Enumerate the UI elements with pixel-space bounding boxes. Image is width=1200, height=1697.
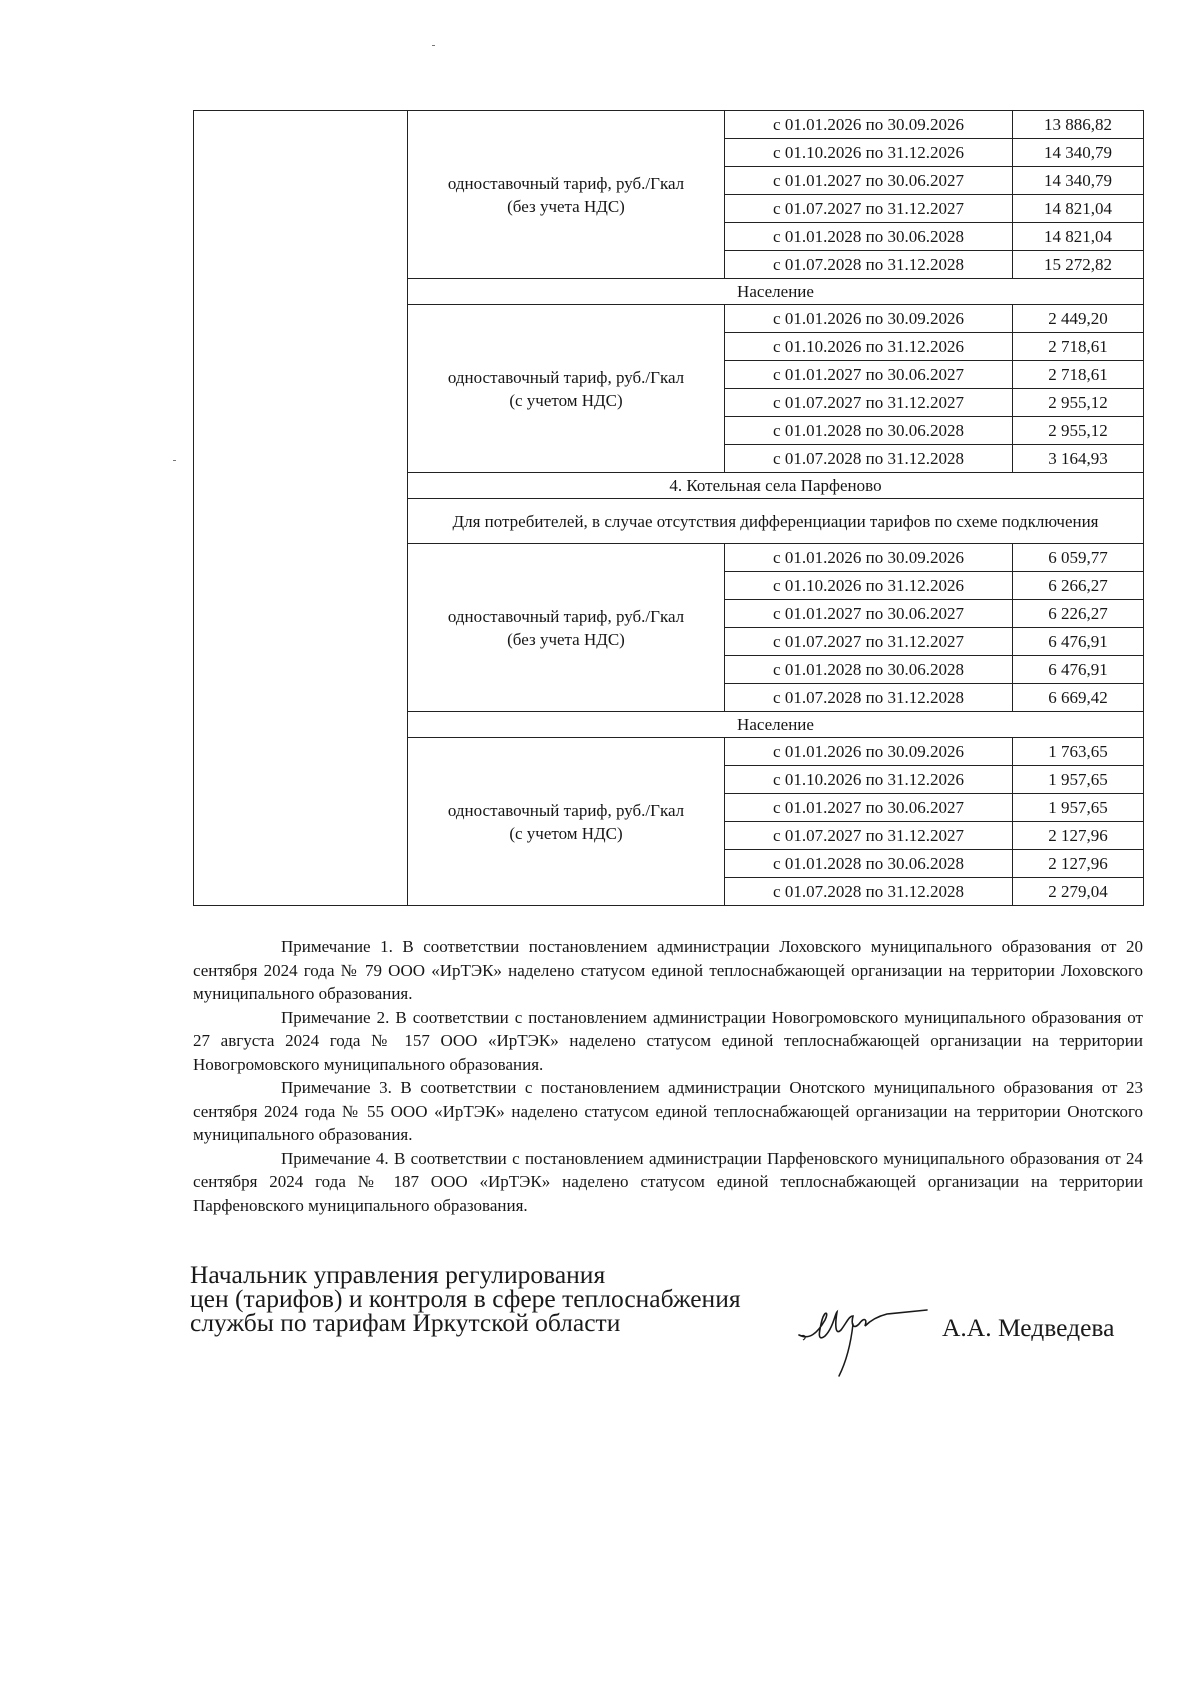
tariff-value-cell: 2 449,20 [1013,305,1144,333]
period-cell: с 01.01.2026 по 30.09.2026 [725,305,1013,333]
scan-speck [432,45,435,46]
tariff-value-cell: 13 886,82 [1013,111,1144,139]
period-cell: с 01.01.2027 по 30.06.2027 [725,361,1013,389]
tariff-name-cell [408,738,725,906]
period-cell: с 01.07.2027 по 31.12.2027 [725,628,1013,656]
section-header: Население [408,279,1144,305]
period-cell: с 01.01.2028 по 30.06.2028 [725,656,1013,684]
section-header: Население [408,712,1144,738]
period-cell: с 01.10.2026 по 31.12.2026 [725,139,1013,167]
note-2: Примечание 2. В соответствии с постановлением администрации Новогромовского муниципального образования от 27 августа 2024 года № 157 ООО «ИрТЭК» наделено статусом единой теплоснабжающей организации на территории Новогромовского муниципального образования. [193,1007,1143,1074]
tariff-name-line-1: одноставочный тариф, руб./Гкал [447,173,685,193]
section-header: 4. Котельная села Парфеново [408,473,1144,499]
period-cell: с 01.07.2028 по 31.12.2028 [725,445,1013,473]
tariff-name-cell [408,111,725,279]
tariff-name-line-2: (без учета НДС) [507,196,625,216]
period-cell: с 01.01.2028 по 30.06.2028 [725,223,1013,251]
period-cell: с 01.01.2026 по 30.09.2026 [725,544,1013,572]
period-cell: с 01.01.2028 по 30.06.2028 [725,850,1013,878]
period-cell: с 01.10.2026 по 31.12.2026 [725,333,1013,361]
period-cell: с 01.01.2026 по 30.09.2026 [725,111,1013,139]
period-cell: с 01.07.2027 по 31.12.2027 [725,195,1013,223]
tariff-value-cell: 3 164,93 [1013,445,1144,473]
tariff-value-cell: 2 955,12 [1013,417,1144,445]
period-cell: с 01.07.2027 по 31.12.2027 [725,822,1013,850]
tariff-name-line-2: (без учета НДС) [507,629,625,649]
period-cell: с 01.07.2028 по 31.12.2028 [725,878,1013,906]
tariff-name-line-2: (с учетом НДС) [509,390,623,410]
period-cell: с 01.07.2028 по 31.12.2028 [725,684,1013,712]
tariff-value-cell: 6 669,42 [1013,684,1144,712]
tariff-value-cell: 6 226,27 [1013,600,1144,628]
note-3: Примечание 3. В соответствии с постановлением администрации Онотского муниципального образования от 23 сентября 2024 года № 55 ООО «ИрТЭК» наделено статусом единой теплоснабжающей организации на территории Онотского муниципального образования. [193,1078,1143,1144]
tariff-value-cell: 2 279,04 [1013,878,1144,906]
tariff-name-line-1: одноставочный тариф, руб./Гкал [447,800,685,820]
tariff-value-cell: 1 763,65 [1013,738,1144,766]
tariff-value-cell: 15 272,82 [1013,251,1144,279]
scan-speck [173,460,176,461]
tariff-value-cell: 6 476,91 [1013,656,1144,684]
tariff-value-cell: 1 957,65 [1013,766,1144,794]
tariff-table-body [194,111,1144,906]
tariff-table [193,110,1144,906]
tariff-value-cell: 2 718,61 [1013,361,1144,389]
period-cell: с 01.01.2027 по 30.06.2027 [725,167,1013,195]
tariff-value-cell: 2 127,96 [1013,822,1144,850]
period-cell: с 01.01.2027 по 30.06.2027 [725,794,1013,822]
tariff-value-cell: 14 340,79 [1013,167,1144,195]
period-cell: с 01.01.2027 по 30.06.2027 [725,600,1013,628]
signatory-title [190,1260,741,1337]
note-1: Примечание 1. В соответствии постановлением администрации Лоховского муниципального образования от 20 сентября 2024 года № 79 ООО «ИрТЭК» наделено статусом единой теплоснабжающей организации на территории Лоховского муниципального образования. [193,937,1143,1003]
tariff-value-cell: 6 476,91 [1013,628,1144,656]
tariff-name-line-1: одноставочный тариф, руб./Гкал [447,606,685,626]
tariff-value-cell: 14 821,04 [1013,195,1144,223]
tariff-name-cell [408,544,725,712]
tariff-value-cell: 14 821,04 [1013,223,1144,251]
period-cell: с 01.10.2026 по 31.12.2026 [725,572,1013,600]
signatory-title-line-3: службы по тарифам Иркутской области [190,1308,621,1337]
table-row [194,111,1144,139]
tariff-value-cell: 6 266,27 [1013,572,1144,600]
tariff-value-cell: 14 340,79 [1013,139,1144,167]
period-cell: с 01.01.2028 по 30.06.2028 [725,417,1013,445]
tariff-name-line-1: одноставочный тариф, руб./Гкал [447,367,685,387]
signatory-title-line-1: Начальник управления регулирования [190,1260,606,1289]
tariff-value-cell: 2 955,12 [1013,389,1144,417]
note-4: Примечание 4. В соответствии с постановлением администрации Парфеновского муниципального образования от 24 сентября 2024 года № 187 ООО «ИрТЭК» наделено статусом единой теплоснабжающей организации на территории Парфеновского муниципального образования. [193,1148,1143,1215]
notes-section [193,935,1143,1217]
period-cell: с 01.10.2026 по 31.12.2026 [725,766,1013,794]
tariff-value-cell: 1 957,65 [1013,794,1144,822]
tariff-value-cell: 2 718,61 [1013,333,1144,361]
empty-first-column [194,111,408,906]
signatory-name: А.А. Медведева [942,1313,1115,1342]
tariff-value-cell: 6 059,77 [1013,544,1144,572]
period-cell: с 01.01.2026 по 30.09.2026 [725,738,1013,766]
tariff-value-cell: 2 127,96 [1013,850,1144,878]
section-header: Для потребителей, в случае отсутствия дифференциации тарифов по схеме подключения [408,499,1144,544]
period-cell: с 01.07.2028 по 31.12.2028 [725,251,1013,279]
tariff-name-cell [408,305,725,473]
period-cell: с 01.07.2027 по 31.12.2027 [725,389,1013,417]
tariff-name-line-2: (с учетом НДС) [509,823,623,843]
signatory-title-line-2: цен (тарифов) и контроля в сфере теплоснабжения [190,1284,741,1313]
handwritten-signature [795,1290,945,1380]
